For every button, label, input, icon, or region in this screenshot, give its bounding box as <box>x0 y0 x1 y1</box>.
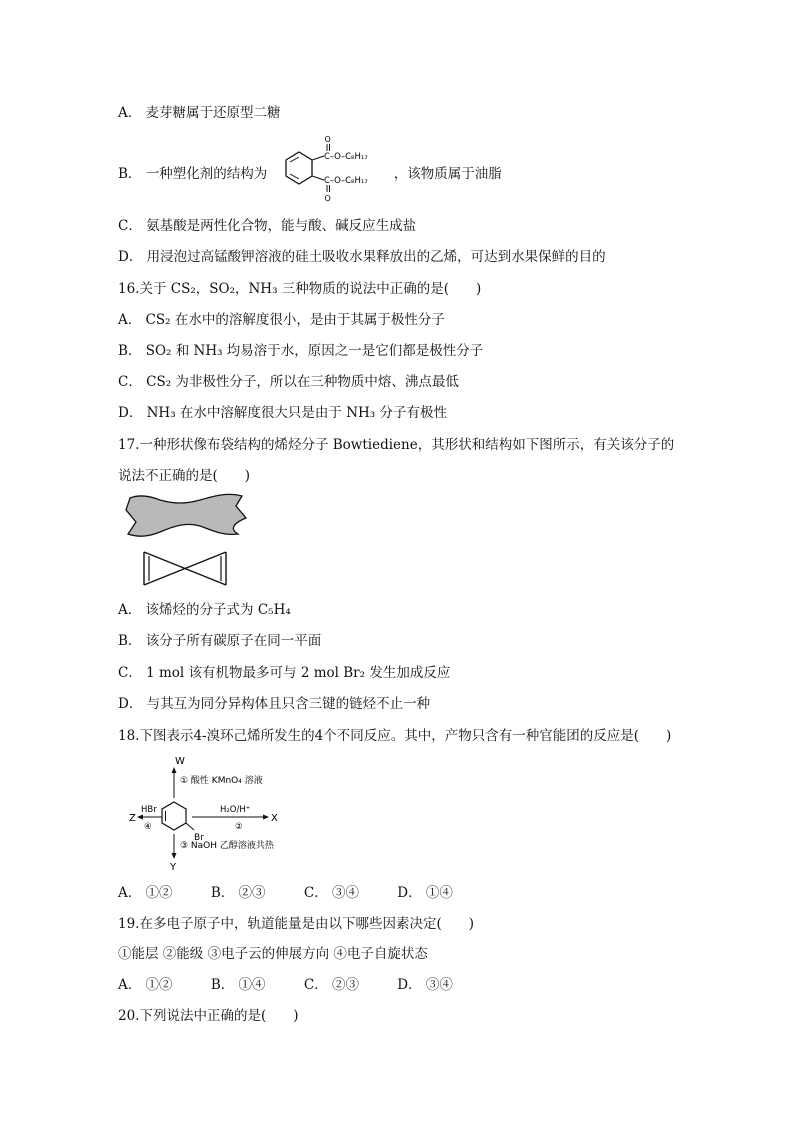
q15-option-a: A． 麦芽糖属于还原型二糖 <box>118 105 281 121</box>
q17-option-a: A． 该烯烃的分子式为 C₅H₄ <box>118 602 291 618</box>
q17-stem-line1: 17.一种形状像布袋结构的烯烃分子 Bowtiediene，其形状和结构如下图所示，有关该分子的 <box>118 437 675 453</box>
q16-option-a: A． CS₂ 在水中的溶解度很小，是由于其属于极性分子 <box>118 312 445 328</box>
q20-stem: 20.下列说法中正确的是( ) <box>118 1008 299 1024</box>
q15-option-b-prefix: B． 一种塑化剂的结构为 <box>118 166 268 182</box>
q19-options <box>118 976 453 994</box>
arrowhead-left <box>137 815 143 820</box>
arrowhead-down <box>172 853 177 859</box>
q19-option-a: A． ①② <box>118 977 173 993</box>
top-carbonyl-oxygen: O <box>324 135 331 144</box>
q16-option-b: B． SO₂ 和 NH₃ 均易溶于水，原因之一是它们都是极性分子 <box>118 343 484 359</box>
q19-option-c: C． ②③ <box>303 977 359 993</box>
q19-option-b: B． ①④ <box>210 977 266 993</box>
bowtie-shape <box>126 494 246 536</box>
q18-stem: 18.下图表示4-溴环己烯所发生的4个不同反应。其中，产物只含有一种官能团的反应是( ) <box>118 728 672 744</box>
arrowhead-right <box>263 815 269 820</box>
benzene-inner-bond <box>290 157 299 162</box>
q16-stem: 16.关于 CS₂，SO₂，NH₃ 三种物质的说法中正确的是( ) <box>118 281 482 297</box>
bowtiediene-figure <box>124 490 249 590</box>
step-4: ④ <box>144 822 152 832</box>
plasticizer-structure <box>280 134 405 202</box>
q15-option-b-suffix: ，该物质属于油脂 <box>393 166 502 182</box>
q19-factors: ①能层 ②能级 ③电子云的伸展方向 ④电子自旋状态 <box>118 946 428 962</box>
benzene-inner-bond <box>290 174 299 179</box>
reagent-3: ③ NaOH 乙醇溶液共热 <box>180 841 274 851</box>
q18-option-a: A． ①② <box>118 885 173 901</box>
bromine-label: Br <box>194 833 204 843</box>
product-w: W <box>175 756 185 767</box>
product-x: X <box>271 813 278 824</box>
bond-to-top-carbonyl <box>312 156 324 160</box>
q15-option-d: D． 用浸泡过高锰酸钾溶液的硅土吸收水果释放出的乙烯，可达到水果保鲜的目的 <box>118 249 606 265</box>
q18-option-d: D． ①④ <box>397 885 453 901</box>
q15-option-c: C． 氨基酸是两性化合物，能与酸、碱反应生成盐 <box>118 218 417 234</box>
q17-option-d: D． 与其互为同分异构体且只含三键的链烃不止一种 <box>118 696 431 712</box>
top-ester-group: C–O–C₈H₁₇ <box>324 152 368 162</box>
bond-to-bottom-carbonyl <box>312 176 324 180</box>
product-y: Y <box>170 862 177 872</box>
arrowhead-up <box>172 767 177 773</box>
q18-option-c: C． ③④ <box>303 885 359 901</box>
q17-option-b: B． 该分子所有碳原子在同一平面 <box>118 633 322 649</box>
q18-options <box>118 884 453 902</box>
step-2: ② <box>235 822 243 832</box>
bottom-ester-group: C–O–C₈H₁₇ <box>324 176 368 186</box>
reaction-scheme <box>124 752 294 872</box>
reagent-2: H₂O/H⁺ <box>220 805 251 815</box>
q16-option-c: C． CS₂ 为非极性分子，所以在三种物质中熔、沸点最低 <box>118 374 459 390</box>
c-br-bond <box>186 823 194 830</box>
product-z: Z <box>129 813 136 824</box>
bottom-carbonyl-oxygen: O <box>324 194 331 202</box>
q18-option-b: B． ②③ <box>210 885 266 901</box>
reagent-hbr: HBr <box>141 805 157 815</box>
q19-stem: 19.在多电子原子中，轨道能量是由以下哪些因素决定( ) <box>118 916 475 932</box>
reagent-1: ① 酸性 KMnO₄ 溶液 <box>180 776 263 786</box>
benzene-ring <box>286 152 312 184</box>
q17-option-c: C． 1 mol 该有机物最多可与 2 mol Br₂ 发生加成反应 <box>118 665 451 681</box>
q17-stem-line2: 说法不正确的是( ) <box>118 468 251 484</box>
q19-option-d: D． ③④ <box>397 977 453 993</box>
q16-option-d: D． NH₃ 在水中溶解度很大只是由于 NH₃ 分子有极性 <box>118 405 447 421</box>
